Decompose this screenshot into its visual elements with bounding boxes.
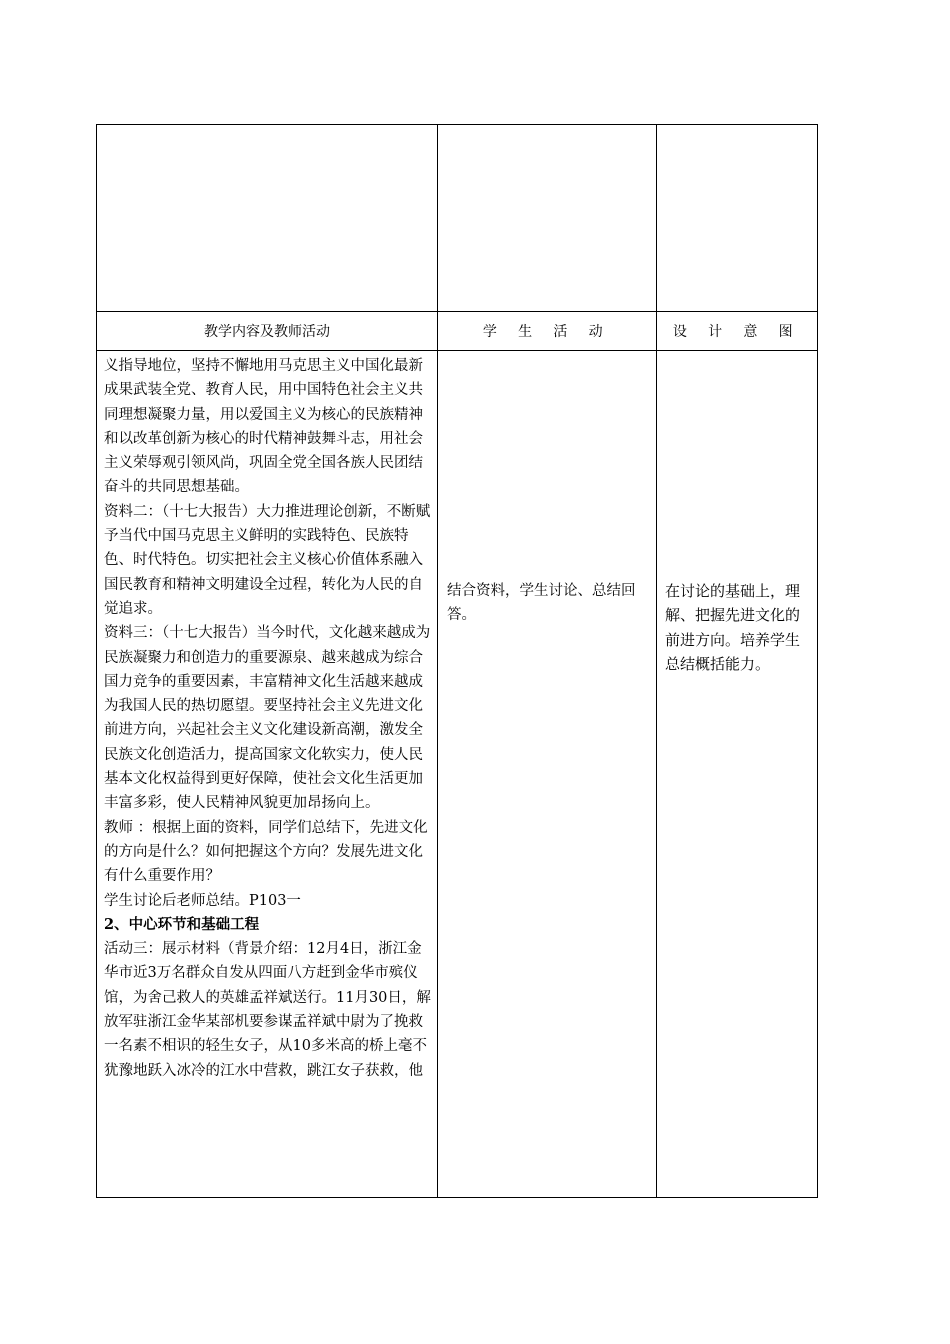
student-activity-text: 结合资料，学生讨论、总结回答。: [447, 583, 636, 624]
blank-cell-student: [438, 125, 657, 312]
design-intent-text: 在讨论的基础上，理解、把握先进文化的前进方向。培养学生总结概括能力。: [665, 582, 801, 673]
blank-cell-design: [657, 125, 818, 312]
content-paragraph-1: 义指导地位，坚持不懈地用马克思主义中国化最新成果武装全党、教育人民，用中国特色社会主义共同理想凝聚力量，用以爱国主义为核心的民族精神和以改革创新为核心的时代精神鼓舞斗志，用社会主义荣辱观引领风尚，巩固全党全国各族人民团结奋斗的共同思想基础。: [104, 358, 423, 496]
design-intent-cell: [657, 351, 818, 1198]
header-student-activity: 学 生 活 动: [438, 312, 657, 351]
body-row: [97, 351, 818, 1198]
content-cell: [97, 351, 438, 1198]
header-design-intent: 设 计 意 图: [657, 312, 818, 351]
activity-three-text: 活动三：展示材料（背景介绍：12月4日，浙江金华市近3万名群众自发从四面八方赶到金华市殡仪馆，为舍己救人的英雄孟祥斌送行。11月30日，解放军驻浙江金华某部机要参谋孟祥斌中尉为了挽救一名素不相识的轻生女子，从10多米高的桥上毫不犹豫地跃入冰冷的江水中营救，跳江女子获救，他: [104, 941, 431, 1079]
teacher-question: 教师 ：根据上面的资料，同学们总结下，先进文化的方向是什么？如何把握这个方向？发展先进文化有什么重要作用？: [104, 819, 428, 885]
blank-cell-content: [97, 125, 438, 312]
content-paragraph-3: 资料三：（十七大报告）当今时代，文化越来越成为民族凝聚力和创造力的重要源泉、越来越成为综合国力竞争的重要因素，丰富精神文化生活越来越成为我国人民的热切愿望。要坚持社会主义先进文化前进方向，兴起社会主义文化建设新高潮，激发全民族文化创造活力，提高国家文化软实力，使人民基本文化权益得到更好保障，使社会文化生活更加丰富多彩，使人民精神风貌更加昂扬向上。: [104, 625, 431, 812]
content-paragraph-2: 资料二：（十七大报告）大力推进理论创新，不断赋予当代中国马克思主义鲜明的实践特色、民族特色、时代特色。切实把社会主义核心价值体系融入国民教育和精神文明建设全过程，转化为人民的自觉追求。: [104, 503, 431, 617]
lesson-plan-table: [96, 124, 818, 1198]
student-activity-cell: [438, 351, 657, 1198]
teacher-summary-note: 学生讨论后老师总结。P103一: [104, 892, 301, 909]
header-content: 教学内容及教师活动: [97, 312, 438, 351]
section-heading: 2、中心环节和基础工程: [104, 915, 260, 933]
header-row: [97, 312, 818, 351]
blank-top-row: [97, 125, 818, 312]
